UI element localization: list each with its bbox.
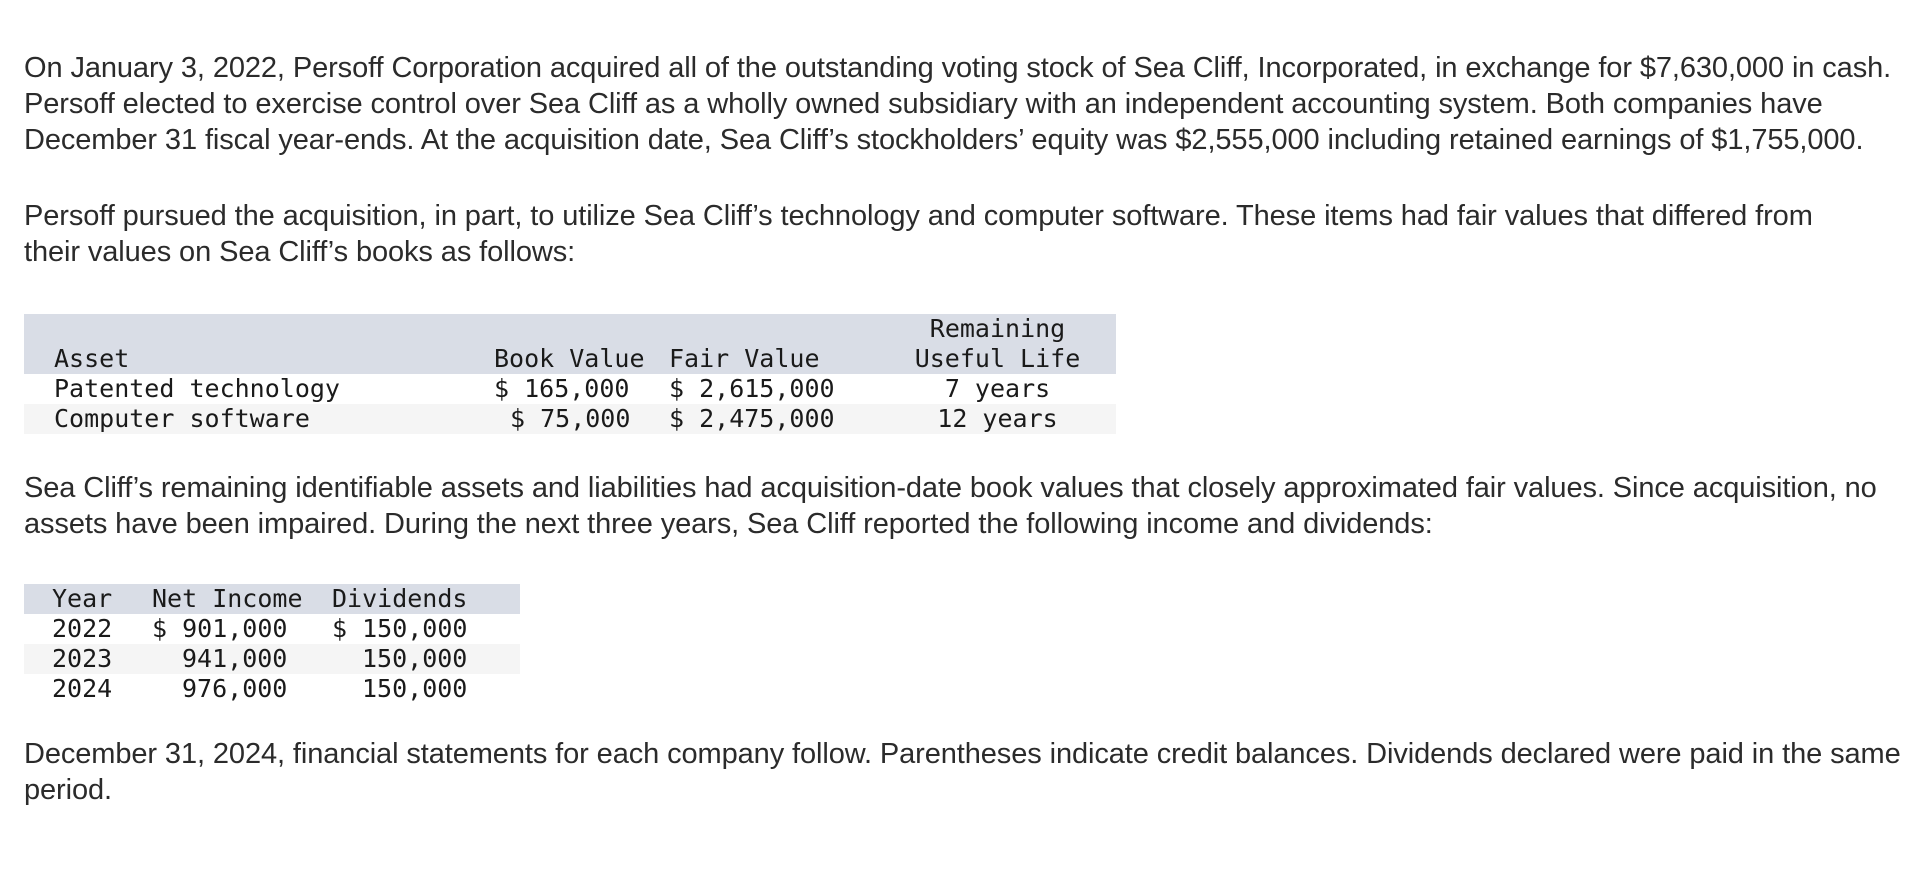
net-income-cell: 976,000 (152, 674, 332, 704)
fair-value: $ 2,475,000 (669, 404, 879, 434)
useful-life: 7 years (879, 374, 1116, 404)
asset-name: Computer software (54, 404, 494, 434)
table-row (24, 674, 520, 704)
book-value: $ 75,000 (494, 404, 669, 434)
income-paragraph: Sea Cliff’s remaining identifiable assets and liabilities had acquisition-date book values that closely approximated fair values. Since acquisition, no assets have been impaired. During the next three years, Sea Cliff reported the following income and dividends: (24, 472, 1877, 540)
book-value: $ 165,000 (494, 374, 669, 404)
table-row (24, 404, 1116, 434)
dividends-cell: 150,000 (332, 674, 520, 704)
useful-life: 12 years (879, 404, 1116, 434)
dividends-cell: $ 150,000 (332, 614, 520, 644)
fair-value: $ 2,615,000 (669, 374, 879, 404)
asset-name: Patented technology (54, 374, 494, 404)
year-header: Year (52, 584, 152, 614)
table-row (24, 374, 1116, 404)
net-income-header: Net Income (152, 584, 332, 614)
table-header-row (24, 314, 1116, 374)
net-income-cell: 941,000 (152, 644, 332, 674)
year-cell: 2022 (52, 614, 152, 644)
book-value-header: Book Value (494, 314, 669, 374)
net-income-cell: $ 901,000 (152, 614, 332, 644)
table-row (24, 614, 520, 644)
asset-header: Asset (54, 314, 494, 374)
year-cell: 2023 (52, 644, 152, 674)
income-dividends-table (24, 584, 520, 704)
intro-paragraph: On January 3, 2022, Persoff Corporation acquired all of the outstanding voting stock of Sea Cliff, Incorporated, in exchange for $7,630,000 in cash. Persoff elected to exercise control over Sea Cliff as a wholly owned subsidiary with an independent accounting system. Both companies have December 31 fiscal year-ends. At the acquisition date, Sea Cliff’s stockholders’ equity was $2,555,000 including retained earnings of $1,755,000. (24, 52, 1892, 156)
table-row (24, 644, 520, 674)
asset-fair-value-table (24, 314, 1116, 434)
fair-value-paragraph: Persoff pursued the acquisition, in part, to utilize Sea Cliff’s technology and computer software. These items had fair values that differed from their values on Sea Cliff’s books as follows: (24, 200, 1813, 268)
year-cell: 2024 (52, 674, 152, 704)
statements-paragraph: December 31, 2024, financial statements for each company follow. Parentheses indicate credit balances. Dividends declared were paid in the same period. (24, 738, 1901, 806)
dividends-header: Dividends (332, 584, 520, 614)
fair-value-header: Fair Value (669, 314, 879, 374)
table-header-row (24, 584, 520, 614)
dividends-cell: 150,000 (332, 644, 520, 674)
useful-life-header: Remaining Useful Life (879, 314, 1116, 374)
